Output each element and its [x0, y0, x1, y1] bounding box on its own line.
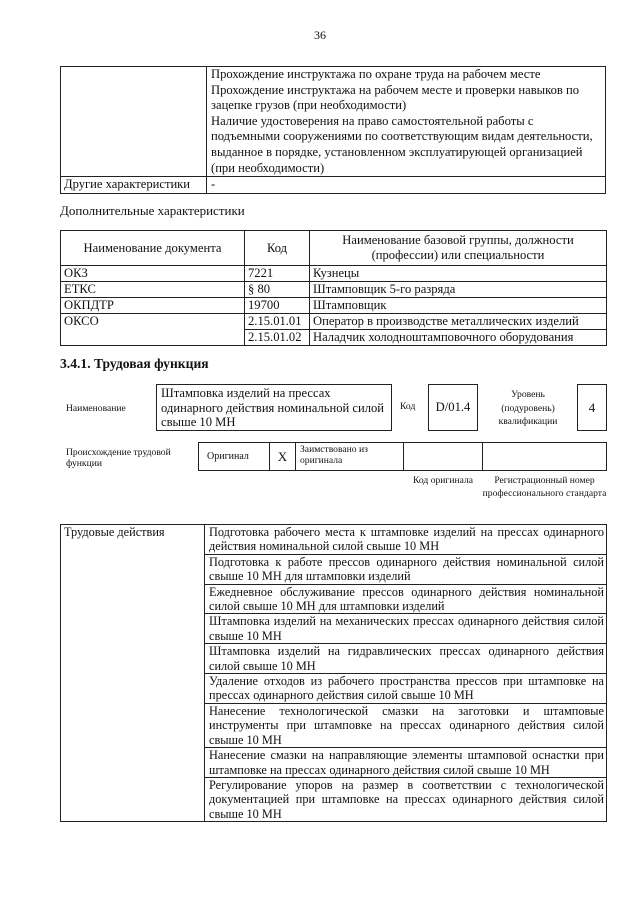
text-line: выданное в порядке, установленном эксплуатирующей организацией [211, 144, 583, 159]
reg-number-cell [482, 442, 607, 471]
original-mark: X [269, 442, 296, 471]
name-cell: Штамповщик [310, 298, 607, 314]
name-cell: Наладчик холодноштамповочного оборудования [310, 330, 607, 346]
classifier-table [60, 230, 607, 346]
table-row [61, 177, 606, 194]
labor-action: Подготовка рабочего места к штамповке изделий на прессах одинарного действия номинальной силой свыше 10 МН [205, 525, 607, 555]
text-line: зацепке грузов (при необходимости) [211, 98, 407, 113]
table-row [61, 67, 606, 177]
labor-action: Ежедневное обслуживание прессов одинарного действия номинальной силой свыше 10 МН для штамповки изделий [205, 584, 607, 614]
name-cell: Кузнецы [310, 266, 607, 282]
origin-label: Происхождение трудовой функции [66, 447, 171, 469]
doc-cell: ОКСО [61, 314, 245, 346]
requirements-cell [207, 67, 606, 177]
labor-action: Штамповка изделий на механических прессах одинарного действия силой свыше 10 МН [205, 614, 607, 644]
code-value: D/01.4 [428, 384, 478, 431]
code-cell: § 80 [245, 282, 310, 298]
text-line: Наличие удостоверения на право самостоятельной работы с [211, 113, 534, 128]
doc-cell: ОКПДТР [61, 298, 245, 314]
text-line: подъемными сооружениями по соответствующим видам деятельности, [211, 129, 593, 144]
code-cell: 2.15.01.01 [245, 314, 310, 330]
labor-actions-label: Трудовые действия [61, 525, 205, 822]
header-name: Наименование базовой группы, должности (профессии) или специальности [310, 231, 607, 266]
requirements-table [60, 66, 606, 194]
function-name: Штамповка изделий на прессах одинарного действия номинальной силой свыше 10 МН [156, 384, 392, 431]
code-cell: 2.15.01.02 [245, 330, 310, 346]
level-value: 4 [577, 384, 607, 431]
code-cell: 19700 [245, 298, 310, 314]
reg-number-caption: Регистрационный номер профессионального стандарта [482, 475, 607, 499]
table-header-row [61, 231, 607, 266]
labor-action: Штамповка изделий на гидравлических прессах одинарного действия силой свыше 10 МН [205, 644, 607, 674]
table-row [61, 298, 607, 314]
page-number: 36 [314, 28, 326, 42]
table-row [61, 266, 607, 282]
labor-action: Регулирование упоров на размер в соответствии с технологической документацией при штамповке на прессах одинарного действия силой свыше 10 МН [205, 777, 607, 821]
table-row [61, 525, 607, 555]
section-title: 3.4.1. Трудовая функция [60, 356, 209, 371]
name-cell: Штамповщик 5-го разряда [310, 282, 607, 298]
code-cell: 7221 [245, 266, 310, 282]
level-label: Уровень (подуровень) квалификации [498, 389, 558, 427]
text-line: Прохождение инструктажа по охране труда на рабочем месте [211, 67, 541, 81]
labor-action: Удаление отходов из рабочего пространства прессов при штамповке на прессах одинарного действия силой свыше 10 МН [205, 674, 607, 704]
doc-cell: ОКЗ [61, 266, 245, 282]
name-label: Наименование [66, 403, 126, 414]
code-original-caption: Код оригинала [412, 475, 474, 486]
doc-cell: ЕТКС [61, 282, 245, 298]
header-code: Код [245, 231, 310, 266]
labor-actions-table [60, 524, 607, 822]
text-line: (при необходимости) [211, 160, 325, 175]
borrowed-label: Заимствовано из оригинала [295, 442, 404, 471]
labor-action: Нанесение смазки на направляющие элементы штамповой оснастки при штамповке на прессах одинарного действия силой свыше 10 МН [205, 748, 607, 778]
other-characteristics-label: Другие характеристики [61, 177, 207, 194]
labor-action: Нанесение технологической смазки на заготовки и штамповые инструменты при штамповке на прессах одинарного действия силой свыше 10 МН [205, 703, 607, 747]
code-original-cell [403, 442, 483, 471]
name-cell: Оператор в производстве металлических изделий [310, 314, 607, 330]
header-doc: Наименование документа [61, 231, 245, 266]
extra-characteristics-title: Дополнительные характеристики [60, 203, 245, 218]
text-line: Прохождение инструктажа на рабочем месте и проверки навыков по [211, 82, 580, 97]
table-row [61, 282, 607, 298]
labor-action: Подготовка к работе прессов одинарного действия номинальной силой свыше 10 МН для штамповки изделий [205, 554, 607, 584]
other-characteristics-value: - [207, 177, 606, 194]
code-label: Код [400, 401, 416, 412]
empty-cell [61, 67, 207, 177]
original-label: Оригинал [198, 442, 270, 471]
table-row [61, 314, 607, 330]
